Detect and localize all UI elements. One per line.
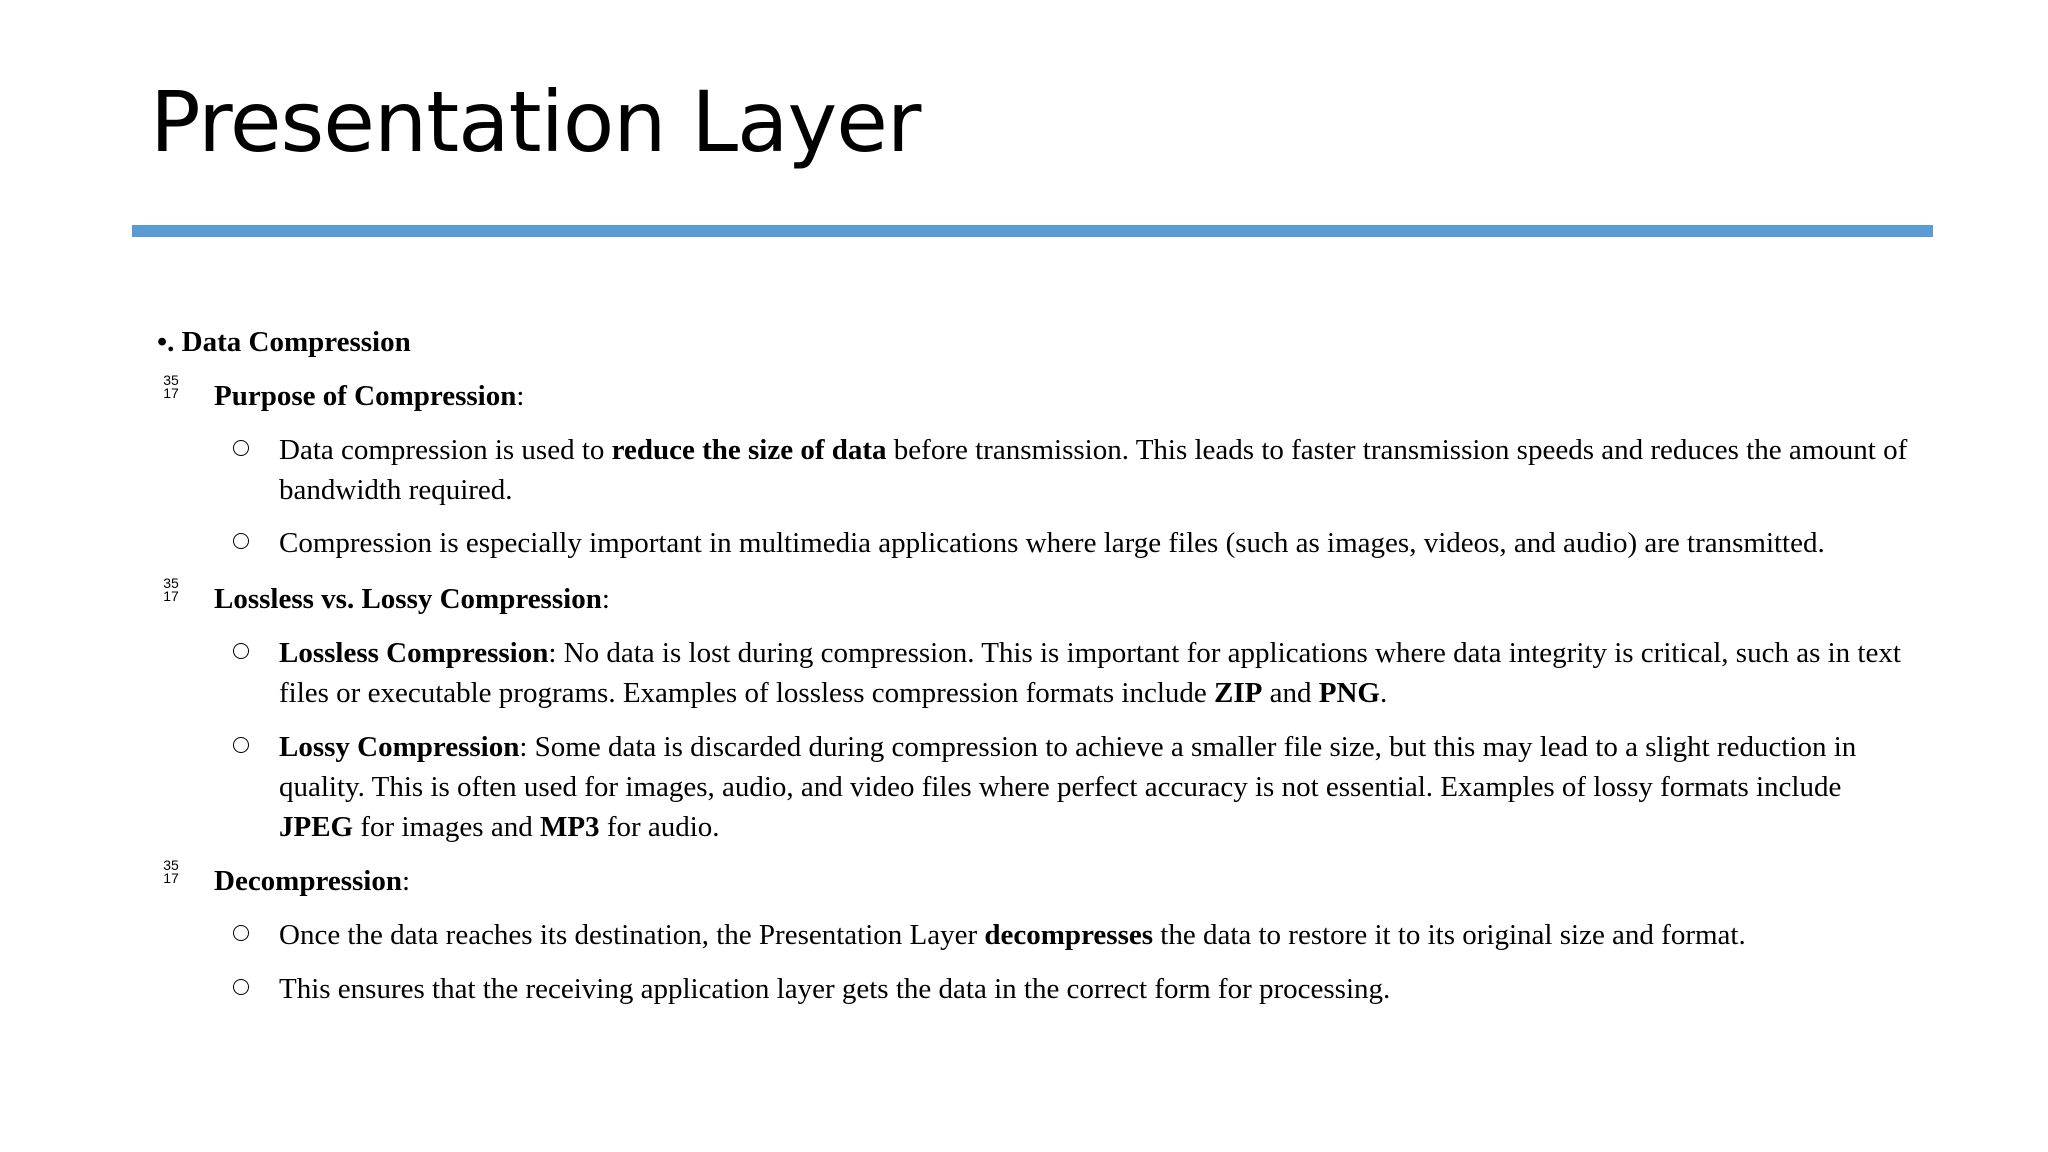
marker-top: 35: [163, 857, 179, 873]
list-item: [279, 727, 1919, 847]
subheading-colon: :: [516, 380, 525, 412]
footnote-marker: [158, 859, 184, 885]
marker-bottom: 17: [163, 385, 179, 401]
list-item: [279, 969, 1919, 1009]
title-underline: [132, 225, 1933, 237]
item-bold: Lossless Compression: [279, 637, 549, 669]
item-text: and: [1262, 677, 1319, 709]
item-text: This ensures that the receiving application layer gets the data in the correct form for processing.: [279, 973, 1391, 1005]
item-text: Once the data reaches its destination, the Presentation Layer: [279, 919, 985, 951]
marker-bottom: 17: [163, 588, 179, 604]
item-text: .: [1379, 677, 1388, 709]
subheading-label: Lossless vs. Lossy Compression: [214, 583, 602, 615]
circle-bullet-icon: [233, 979, 249, 995]
subheading-decompression: [214, 861, 410, 901]
item-text: the data to restore it to its original size and format.: [1153, 919, 1746, 951]
item-bold: reduce the size of data: [611, 434, 887, 466]
marker-top: 35: [163, 575, 179, 591]
item-text: : Some data is discarded during compression to achieve a smaller file size, but this may lead to a slight reduction in quality. This is often used for images, audio, and video files where perfect accuracy is not essential. Examples of lossy formats include: [279, 731, 1857, 803]
subheading-colon: :: [401, 865, 411, 897]
subheading-colon: :: [601, 583, 610, 615]
footnote-marker: [158, 577, 184, 603]
circle-bullet-icon: [233, 440, 249, 456]
slide-title: Presentation Layer: [150, 73, 921, 171]
list-item: [279, 523, 1919, 563]
item-text: : No data is lost during compression. This is important for applications where data integrity is critical, such as in text files or executable programs. Examples of lossless compression formats include: [279, 637, 1901, 709]
list-item: [279, 633, 1919, 713]
item-bold: PNG: [1318, 677, 1380, 709]
subheading-label: Decompression: [214, 865, 402, 897]
subheading-lossless-vs-lossy: [214, 579, 610, 619]
item-bold: ZIP: [1214, 677, 1263, 709]
item-text: Data compression is used to: [279, 434, 612, 466]
list-item: [279, 915, 1919, 955]
item-bold: Lossy Compression: [279, 731, 520, 763]
item-bold: decompresses: [984, 919, 1154, 951]
subheading-purpose: [214, 376, 524, 416]
subheading-label: Purpose of Compression: [214, 380, 517, 412]
marker-top: 35: [163, 372, 179, 388]
item-text: for audio.: [599, 811, 720, 843]
circle-bullet-icon: [233, 643, 249, 659]
item-text: Compression is especially important in multimedia applications where large files (such as images, videos, and audio) are transmitted.: [279, 527, 1825, 559]
circle-bullet-icon: [233, 533, 249, 549]
marker-bottom: 17: [163, 870, 179, 886]
circle-bullet-icon: [233, 737, 249, 753]
list-item: [279, 430, 1919, 510]
item-bold: JPEG: [279, 811, 354, 843]
footnote-marker: [158, 374, 184, 400]
item-bold: MP3: [539, 811, 600, 843]
item-text: before transmission. This leads to faster transmission speeds and reduces the amount of bandwidth required.: [279, 434, 1908, 506]
item-text: for images and: [353, 811, 540, 843]
section-heading: •. Data Compression: [157, 326, 411, 358]
circle-bullet-icon: [233, 925, 249, 941]
